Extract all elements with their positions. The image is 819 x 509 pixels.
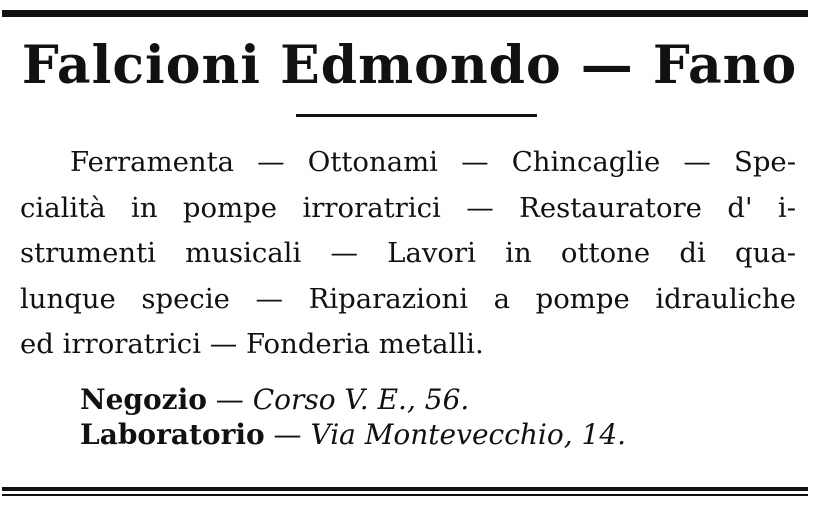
shop-address-row: [80, 382, 626, 417]
shop-label: Negozio: [80, 383, 207, 416]
top-border-rule: [2, 10, 808, 17]
body-line: ed irroratrici — Fonderia metalli.: [20, 328, 484, 360]
body-line: cialità in pompe irroratrici — Restauratore d' i-: [20, 191, 796, 224]
shop-address: Corso V. E., 56.: [252, 383, 470, 416]
bottom-border-rule-thin: [2, 494, 808, 496]
title-underline-rule: [296, 114, 537, 117]
address-separator: —: [206, 383, 253, 416]
address-block: [80, 382, 626, 452]
workshop-address: Via Montevecchio, 14.: [310, 418, 627, 451]
body-line: lunque specie — Riparazioni a pompe idrauliche: [20, 282, 796, 315]
address-separator: —: [264, 418, 311, 451]
body-line: strumenti musicali — Lavori in ottone di qua-: [20, 237, 796, 269]
workshop-label: Laboratorio: [80, 418, 265, 451]
body-line: Ferramenta — Ottonami — Chincaglie — Spe-: [70, 146, 796, 178]
bottom-border-rule: [2, 487, 808, 491]
advertisement-body: [20, 140, 796, 368]
advertisement-title: Falcioni Edmondo — Fano: [21, 35, 798, 96]
workshop-address-row: [80, 417, 626, 452]
